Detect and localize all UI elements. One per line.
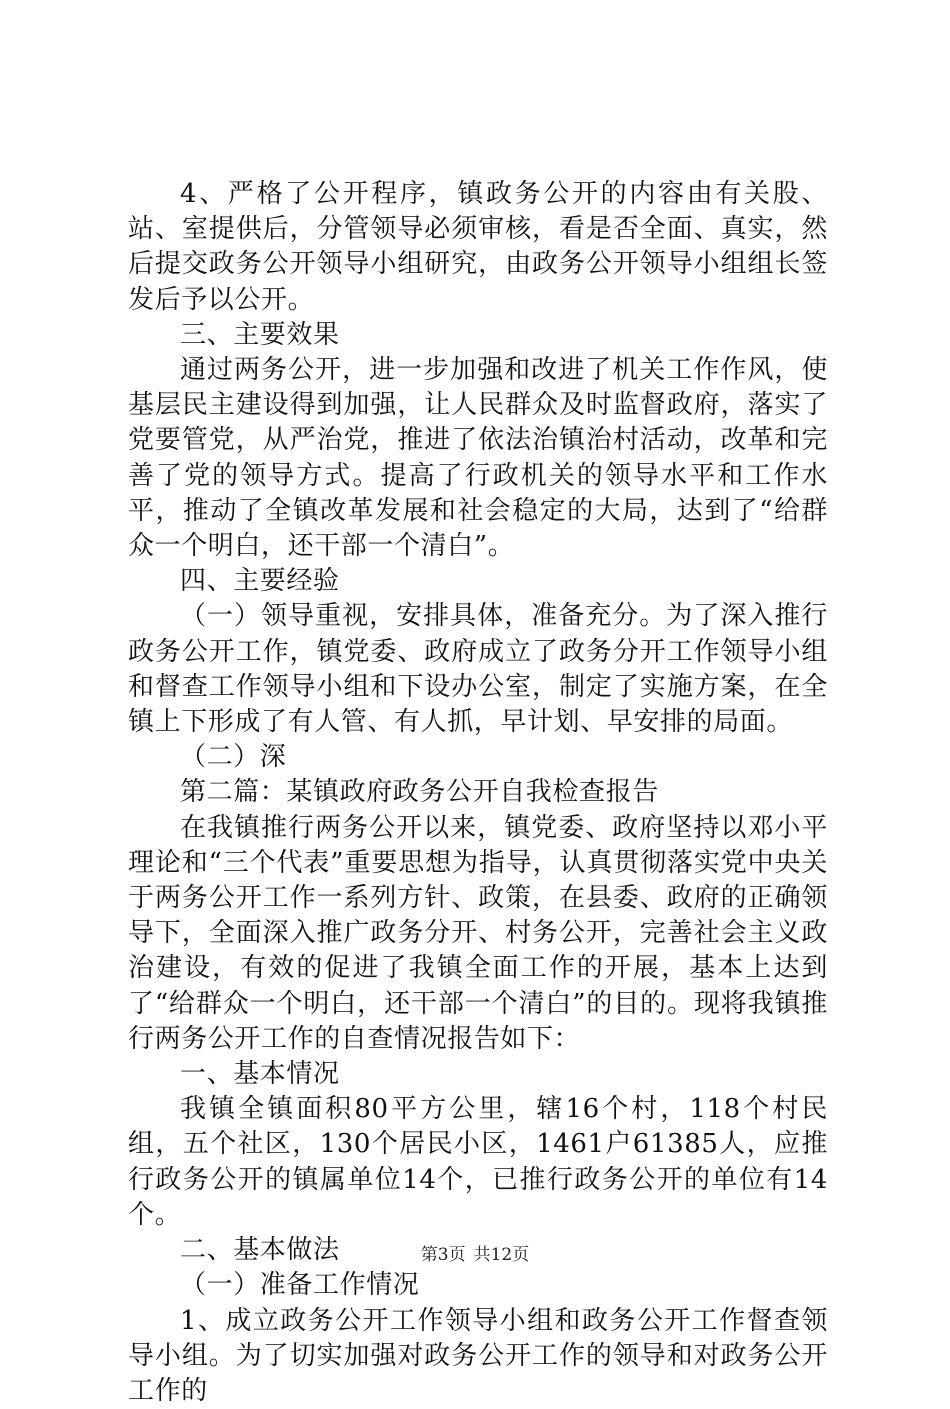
paragraph-leading-group: 1、成立政务公开工作领导小组和政务公开工作督查领导小组。为了切实加强对政务公开工作的领导和对政务公开工作的 (128, 1304, 828, 1409)
page-number: 第3页 (421, 1240, 466, 1265)
paragraph-procedure: 4、严格了公开程序，镇政务公开的内容由有关股、站、室提供后，分管领导必须审核，看是否全面、真实，然后提交政务公开领导小组研究，由政务公开领导小组组长签发后予以公开。 (128, 177, 828, 318)
heading-main-effects: 三、主要效果 (128, 318, 828, 353)
paragraph-experience-one: （一）领导重视，安排具体，准备充分。为了深入推行政务公开工作，镇党委、政府成立了政务分开工作领导小组和督查工作领导小组和下设办公室，制定了实施方案，在全镇上下形成了有人管、有人抓，早计划、早安排的局面。 (128, 599, 828, 740)
page-total: 共12页 (474, 1240, 530, 1265)
heading-main-experience: 四、主要经验 (128, 564, 828, 599)
heading-basic-situation: 一、基本情况 (128, 1057, 828, 1092)
paragraph-experience-two: （二）深 (128, 740, 828, 775)
heading-preparation: （一）准备工作情况 (128, 1268, 828, 1303)
paragraph-effects: 通过两务公开，进一步加强和改进了机关工作作风，使基层民主建设得到加强，让人民群众及时监督政府，落实了党要管党，从严治党，推进了依法治镇治村活动，改革和完善了党的领导方式。提高了行政机关的领导水平和工作水平，推动了全镇改革发展和社会稳定的大局，达到了“给群众一个明白，还干部一个清白”。 (128, 353, 828, 564)
section-title-part-two: 第二篇：某镇政府政务公开自我检查报告 (128, 775, 828, 810)
paragraph-basic-situation: 我镇全镇面积80平方公里，辖16个村，118个村民组，五个社区，130个居民小区，1461户61385人，应推行政务公开的镇属单位14个，已推行政务公开的单位有14个。 (128, 1092, 828, 1233)
document-body (128, 177, 828, 1409)
page-footer (0, 1240, 950, 1265)
paragraph-intro: 在我镇推行两务公开以来，镇党委、政府坚持以邓小平理论和“三个代表”重要思想为指导，认真贯彻落实党中央关于两务公开工作一系列方针、政策，在县委、政府的正确领导下，全面深入推广政务分开、村务公开，完善社会主义政治建设，有效的促进了我镇全面工作的开展，基本上达到了“给群众一个明白，还干部一个清白”的目的。现将我镇推行两务公开工作的自查情况报告如下： (128, 811, 828, 1057)
heading-basic-practices: 二、基本做法 (128, 1233, 828, 1268)
